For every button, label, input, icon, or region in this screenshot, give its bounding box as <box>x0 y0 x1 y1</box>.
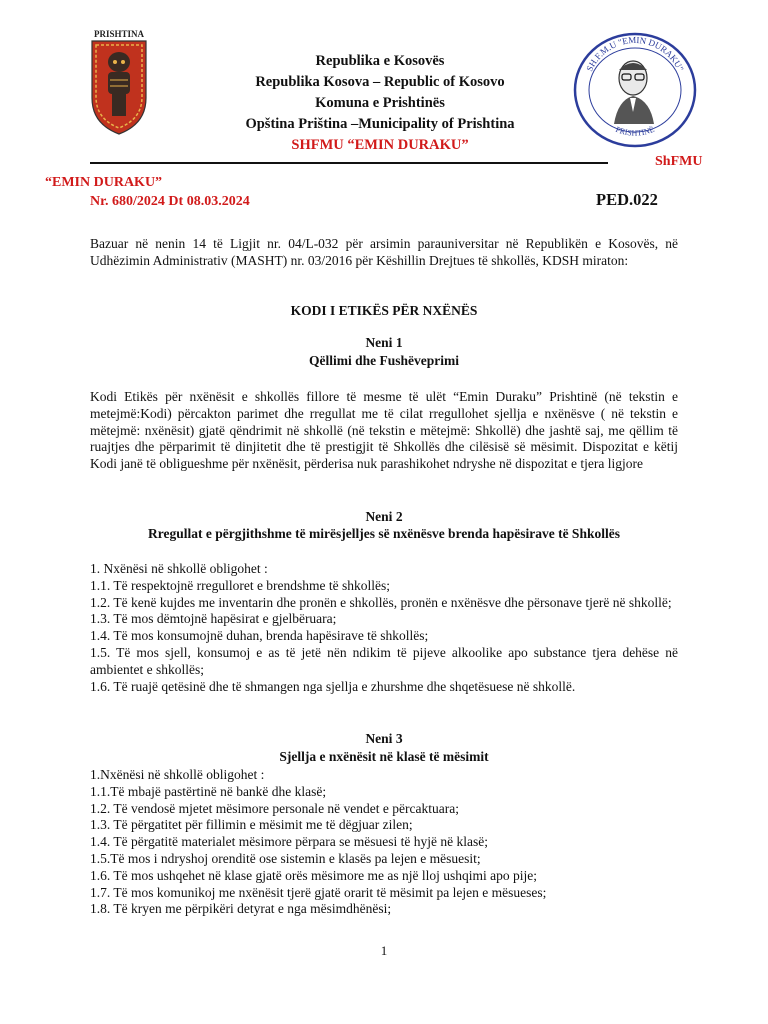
page-number: 1 <box>380 943 388 958</box>
list-item: 1.Nxënësi në shkollë obligohet : <box>90 767 265 782</box>
article-3-subheading: Sjellja e nxënësit në klasë të mësimit <box>279 749 489 764</box>
document-number-date: Nr. 680/2024 Dt 08.03.2024 <box>90 194 250 209</box>
article-1-subheading: Qëllimi dhe Fushëveprimi <box>309 353 459 368</box>
header-republic-multi: Republika Kosova – Republic of Kosovo <box>255 74 505 90</box>
article-1-paragraph: Kodi Etikës për nxënësit e shkollës fillore të mesme të ulët “Emin Duraku” Prishtinë (në tekstin e metejmë:Kodi) përcakton parimet dhe rregullat me të cilat rregullohet sjellja e nxënësve ( në tekstin e mëtejmë: nxënësit) gjatë qëndrimit në shkollë (në tekstin e mëtejmë: Shkollë) dhe jashtë saj, me qëllim të ruajtjes dhe përparimit të dinjitetit dhe të prestigjit të Shkollës dhe cilësisë së mësimit. Dispozitat e këtij Kodi janë të obligueshme për nxënësit, përderisa nuk parashikohet ndryshe në dispozitat e tjera ligjore <box>90 389 678 472</box>
article-2-subheading: Rregullat e përgjithshme të mirësjelljes së nxënësve brenda hapësirave të Shkollës <box>148 526 620 541</box>
list-item: 1.1.Të mbajë pastërtinë në bankë dhe klasë; <box>90 783 327 799</box>
list-item: 1.6. Të mos ushqehet në klase gjatë orës mësimore me as një lloj ushqimi apo pije; <box>90 867 538 883</box>
article-3-list <box>90 767 678 918</box>
article-1-heading: Neni 1 <box>365 335 403 350</box>
list-item: 1.7. Të mos komunikoj me nxënësit tjerë gjatë orarit të mësimit pa lejen e mësueses; <box>90 884 547 900</box>
article-2-heading: Neni 2 <box>365 509 403 524</box>
article-2-list <box>90 561 678 695</box>
document-title: KODI I ETIKËS PËR NXËNËS <box>290 303 478 318</box>
seal-bottom-text: PRISHTINË <box>614 124 656 138</box>
school-name-left: “EMIN DURAKU” <box>45 175 163 190</box>
list-item: 1.8. Të kryen me përpikëri detyrat e nga mësimdhënësi; <box>90 901 392 917</box>
prishtina-coat-of-arms-logo <box>88 28 150 136</box>
list-item: 1.5.Të mos i ndryshoj orenditë ose sistemin e klasës pa lejen e mësuesit; <box>90 850 481 866</box>
list-item: 1.4. Të përgatitë materialet mësimore përpara se mësuesi të hyjë në klasë; <box>90 834 488 850</box>
document-code: PED.022 <box>596 190 658 209</box>
header-republic-sq: Republika e Kosovës <box>315 53 445 69</box>
header-municipality-sq: Komuna e Prishtinës <box>315 95 445 111</box>
list-item: 1. Nxënësi në shkollë obligohet : <box>90 561 268 576</box>
header-school-name: SHFMU “EMIN DURAKU” <box>291 137 469 153</box>
list-item: 1.5. Të mos sjell, konsumoj e as të jetë nën ndikim të pijeve alkoolike apo substance tjera dehëse në ambientet e shkollës; <box>90 644 678 677</box>
article-3-heading: Neni 3 <box>365 731 403 746</box>
intro-paragraph: Bazuar në nenin 14 të Ligjit nr. 04/L-032 për arsimin parauniversitar në Republikën e Kosovës, në Udhëzimin Administrativ (MASHT) nr. 03/2016 për Këshillin Drejtues të shkollës, KDSH miraton: <box>90 236 678 268</box>
list-item: 1.4. Të mos konsumojnë duhan, brenda hapësirave të shkollës; <box>90 628 429 644</box>
list-item: 1.3. Të mos dëmtojnë hapësirat e gjelbëruara; <box>90 611 337 627</box>
shfmu-label: ShFMU <box>655 154 703 169</box>
school-seal-logo <box>570 30 700 148</box>
list-item: 1.1. Të respektojnë rregulloret e brendshme të shkollës; <box>90 577 391 593</box>
list-item: 1.3. Të përgatitet për fillimin e mësimit me të dëgjuar zilen; <box>90 817 413 833</box>
logo-left-text: PRISHTINA <box>93 29 145 39</box>
list-item: 1.6. Të ruajë qetësinë dhe të shmangen nga sjellja e zhurshme dhe shqetësuese në shkollë. <box>90 678 576 694</box>
header-municipality-multi: Opština Priština –Municipality of Prishtina <box>245 116 515 132</box>
header-divider-line <box>90 162 608 164</box>
list-item: 1.2. Të vendosë mjetet mësimore personale në vendet e përcaktuara; <box>90 800 459 816</box>
list-item: 1.2. Të kenë kujdes me inventarin dhe pronën e shkollës, pronën e nxënësve dhe përsonave tjerë në shkollë; <box>90 594 672 610</box>
seal-top-text: SH.F.M.U "EMIN DURAKU" <box>584 34 686 73</box>
